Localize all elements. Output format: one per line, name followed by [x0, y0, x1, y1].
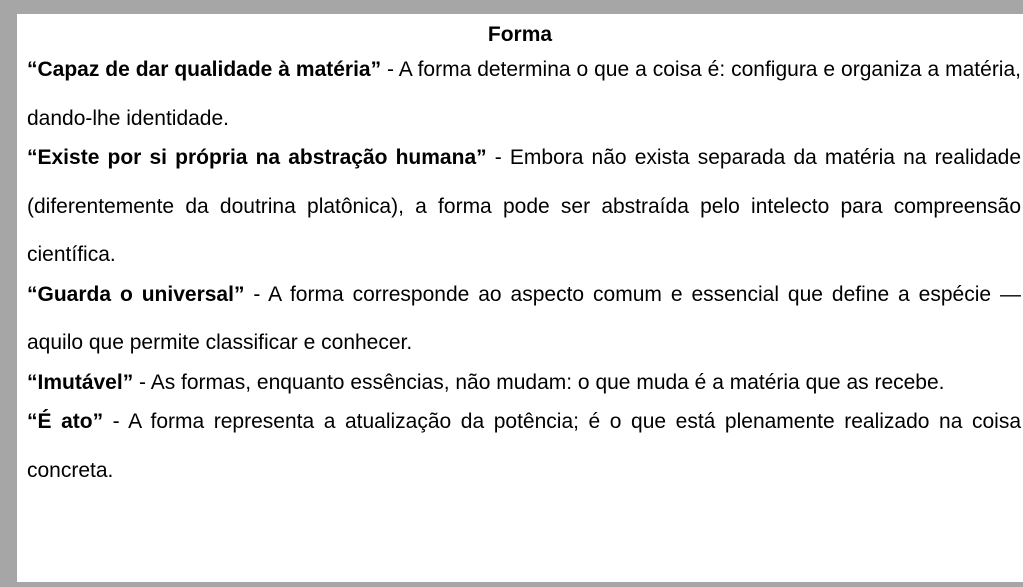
- entry-guarda: [27, 271, 1023, 368]
- entry-text: - A forma corresponde ao aspecto comum e essencial que define a espécie — aquilo que permite classificar e conhecer.: [27, 282, 1021, 354]
- document-title: Forma: [487, 23, 553, 46]
- document-page: [17, 14, 1023, 582]
- entry-text: - Embora não exista separada da matéria na realidade (diferentemente da doutrina platônica), a forma pode ser abstraída pelo intelecto para compreensão científica.: [27, 146, 1021, 266]
- entry-term: “Guarda o universal”: [27, 282, 245, 306]
- entry-term: “Imutável”: [27, 370, 134, 394]
- entry-capaz: [27, 46, 1023, 143]
- entry-term: “É ato”: [27, 410, 104, 433]
- entry-term: “Capaz de dar qualidade à matéria”: [27, 58, 382, 81]
- entry-text: - A forma determina o que a coisa é: configura e organiza a matéria, dando-lhe identidade.: [27, 58, 1021, 130]
- entry-text: - As formas, enquanto essências, não mudam: o que muda é a matéria que as recebe.: [133, 370, 945, 394]
- entry-text: - A forma representa a atualização da potência; é o que está plenamente realizado na coisa concreta.: [27, 410, 1022, 482]
- entry-term: “Existe por si própria na abstração humana”: [27, 146, 487, 169]
- entry-existe: [27, 134, 1023, 280]
- entry-ato: [27, 398, 1023, 495]
